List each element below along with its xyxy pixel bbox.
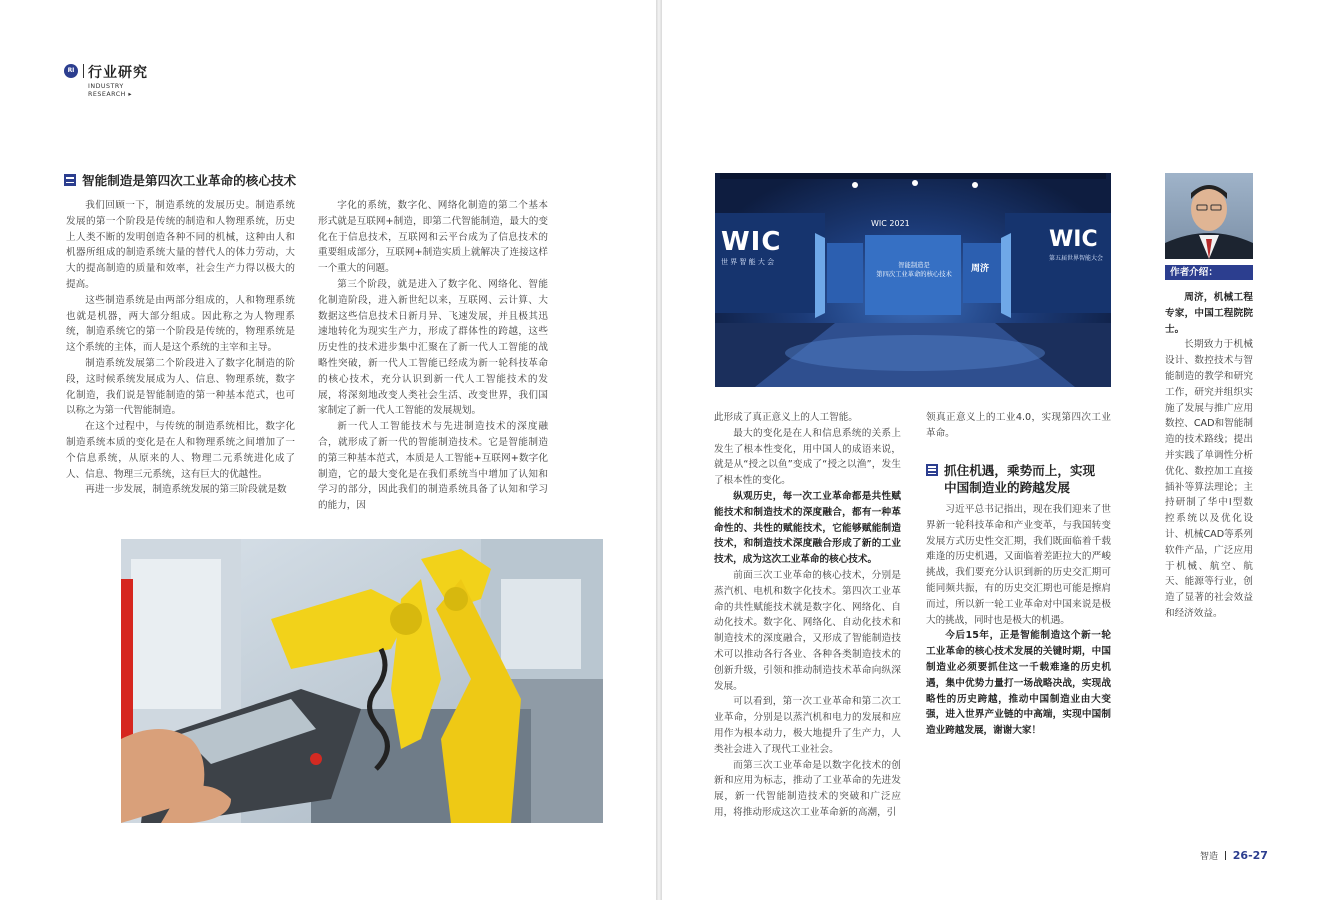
stage-screen-title: 智能制造是 第四次工业革命的核心技术 bbox=[876, 262, 952, 278]
right-page bbox=[662, 0, 1318, 900]
author-portrait-illustration bbox=[1165, 173, 1253, 259]
section-heading-1 bbox=[64, 172, 296, 189]
paragraph: 第三个阶段，就是进入了数字化、网络化、智能化制造阶段，进入新世纪以来，互联网、云计算、大数据这些信息技术日新月异、飞速发展，并且极其迅速地转化为现实生产力，形成了群体性的跨越，这些历史性的技术进步集中汇聚在了新一代人工智能的战略性突破，新一代人工智能已经成为新一轮科技革命的核心技术，充分认识到新一代人工智能技术的发展，将深刻地改变人类社会生活、改变世界，我们国家制定了新一代人工智能的发展规划。 bbox=[318, 278, 548, 417]
paragraph: 最大的变化是在人和信息系统的关系上发生了根本性变化，用中国人的成语来说，就是从“授之以鱼”变成了“授之以渔”，发生了根本性的变化。 bbox=[714, 427, 901, 487]
section-number-icon bbox=[64, 174, 76, 186]
article-column-3 bbox=[714, 410, 901, 821]
author-name-line: 周济，机械工程专家，中国工程院院士。 bbox=[1165, 292, 1253, 335]
header-section-english: INDUSTRY RESEARCH ▸ bbox=[88, 83, 132, 98]
folio bbox=[1200, 849, 1268, 862]
robot-arm-photo bbox=[121, 539, 603, 823]
article-column-2 bbox=[318, 198, 548, 514]
folio-divider bbox=[1225, 851, 1226, 860]
wic-logo-right: WIC bbox=[1049, 227, 1098, 252]
page-numbers: 26-27 bbox=[1232, 849, 1268, 862]
author-intro-label: 作者介绍： bbox=[1165, 265, 1253, 280]
wic-subtitle-left: 世 界 智 能 大 会 bbox=[721, 258, 775, 266]
paragraph: 习近平总书记指出，现在我们迎来了世界新一轮科技革命和产业变革，与我国转变发展方式历史性交汇期，我们既面临着千载难逢的历史机遇，又面临着差距拉大的严峻挑战，我们要充分认识到新的历史交汇期可能同频共振，有的历史交汇期也可能是擦肩而过，所以新一轮工业革命对中国来说是极大的挑战，同时也是极大的机遇。 bbox=[926, 504, 1111, 626]
wic-logo-left: WIC bbox=[721, 227, 782, 257]
paragraph: 在这个过程中，与传统的制造系统相比，数字化制造系统本质的变化是在人和物理系统之间增加了一个信息系统，从原来的人、物理二元系统进化成了人、信息、物理三元系统，这有巨大的优越性。 bbox=[66, 421, 295, 480]
paragraph: 制造系统发展第二个阶段进入了数字化制造的阶段，这时候系统发展成为人、信息、物理系统，数字化制造，我们说是智能制造的第一种基本范式，也可以称之为第一代智能制造。 bbox=[66, 357, 295, 417]
paragraph: 而第三次工业革命是以数字化技术的创新和应用为标志，推动了工业革命的先进发展，新一代智能制造技术的突破和广泛应用，将推动形成这次工业革命新的高潮，引 bbox=[714, 759, 901, 818]
paragraph: 我们回顾一下，制造系统的发展历史。制造系统发展的第一个阶段是传统的制造和人物理系统，历史上人类不断的发明创造各种不同的机械，这种由人和机器所组成的制造系统大量的替代人的体力劳动，大大的提高制造的质量和效率，社会生产力得以极大的提高。 bbox=[66, 200, 295, 290]
stage-screen-speaker: 周济 bbox=[971, 264, 990, 274]
robot-arm-illustration bbox=[121, 539, 603, 823]
section-heading-2 bbox=[926, 462, 1095, 496]
section-number-icon bbox=[926, 464, 938, 476]
paragraph: 领真正意义上的工业4.0，实现第四次工业革命。 bbox=[926, 412, 1111, 439]
section-title: 智能制造是第四次工业革命的核心技术 bbox=[82, 173, 297, 188]
author-portrait bbox=[1165, 173, 1253, 259]
magazine-name: 智造 bbox=[1200, 852, 1219, 862]
paragraph: 这些制造系统是由两部分组成的，人和物理系统也就是机器，两大部分组成。因此称之为人物理系统，制造系统它的第一个阶段是传统的，物理系统是这个系统的主体，而人是这个系统的主宰和主导。 bbox=[66, 294, 295, 354]
stage-illustration bbox=[715, 173, 1111, 387]
left-page bbox=[0, 0, 656, 900]
header-divider bbox=[83, 64, 84, 78]
paragraph: 今后15年，正是智能制造这个新一轮工业革命的核心技术发展的关键时期，中国制造业必须要抓住这一千载难逢的历史机遇，集中优势力量打一场战略决战，实现战略性的历史跨越，推动中国制造业由大变强，进入世界产业链的中高端，实现中国制造业跨越发展，谢谢大家！ bbox=[926, 630, 1111, 737]
stage-screen-top: WIC 2021 bbox=[871, 219, 910, 228]
article-column-4-top bbox=[926, 410, 1111, 442]
author-bio bbox=[1165, 290, 1253, 622]
paragraph: 再进一步发展，制造系统发展的第三阶段就是数 bbox=[85, 484, 287, 496]
paragraph: 新一代人工智能技术与先进制造技术的深度融合，就形成了新一代的智能制造技术。它是智能制造的第三种基本范式，本质是人工智能+互联网+数字化制造，它的最大变化是在我们系统当中增加了认知和学习的部分，因此我们的制造系统具备了认知和学习的能力，因 bbox=[318, 421, 548, 512]
header-section-title: 行业研究 bbox=[88, 65, 148, 81]
article-column-4 bbox=[926, 502, 1111, 739]
author-bio-text: 长期致力于机械设计、数控技术与智能制造的教学和研究工作，研究并组织实施了发展与推广应用数控、CAD和智能制造的技术路线；提出并实践了单调性分析优化、数控加工直接插补等算法理论；主持研制了华中Ⅰ型数控系统以及优化设计、机械CAD等系列软件产品，广泛应用于机械、航空、航天、能源等行业，创造了显著的社会效益和经济效益。 bbox=[1165, 339, 1253, 619]
wic-subtitle-right: 第五届世界智能大会 bbox=[1049, 255, 1104, 262]
paragraph: 前面三次工业革命的核心技术，分别是蒸汽机、电机和数字化技术。第四次工业革命的共性赋能技术就是数字化、网络化、自动化技术。数字化、网络化、自动化技术和制造技术的深度融合，又形成了智能制造技术可以推动各行各业、各种各类制造技术的创新升级，引领和推动制造技术革命向纵深发展。 bbox=[714, 569, 901, 692]
article-column-1 bbox=[66, 198, 295, 498]
column-logo-icon: RI bbox=[64, 64, 78, 78]
paragraph: 此形成了真正意义上的人工智能。 bbox=[714, 412, 858, 423]
conference-stage-photo bbox=[715, 173, 1111, 387]
paragraph: 字化的系统，数字化、网络化制造的第二个基本形式就是互联网+制造，即第二代智能制造，最大的变化在于信息技术，互联网和云平台成为了信息技术的重要组成部分，互联网+制造实质上就解决了连接这样一个重大的问题。 bbox=[318, 200, 548, 275]
paragraph: 纵观历史，每一次工业革命都是共性赋能技术和制造技术的深度融合，都有一种革命性的、共性的赋能技术，它能够赋能制造技术，和制造技术深度融合形成了新的工业技术，成为这次工业革命的核心技术。 bbox=[714, 490, 901, 566]
section-title: 抓住机遇，乘势而上，实现 中国制造业的跨越发展 bbox=[944, 463, 1096, 495]
paragraph: 可以看到，第一次工业革命和第二次工业革命，分别是以蒸汽机和电力的发展和应用作为根本动力，极大地提升了生产力，人类社会进入了现代工业社会。 bbox=[714, 696, 901, 755]
